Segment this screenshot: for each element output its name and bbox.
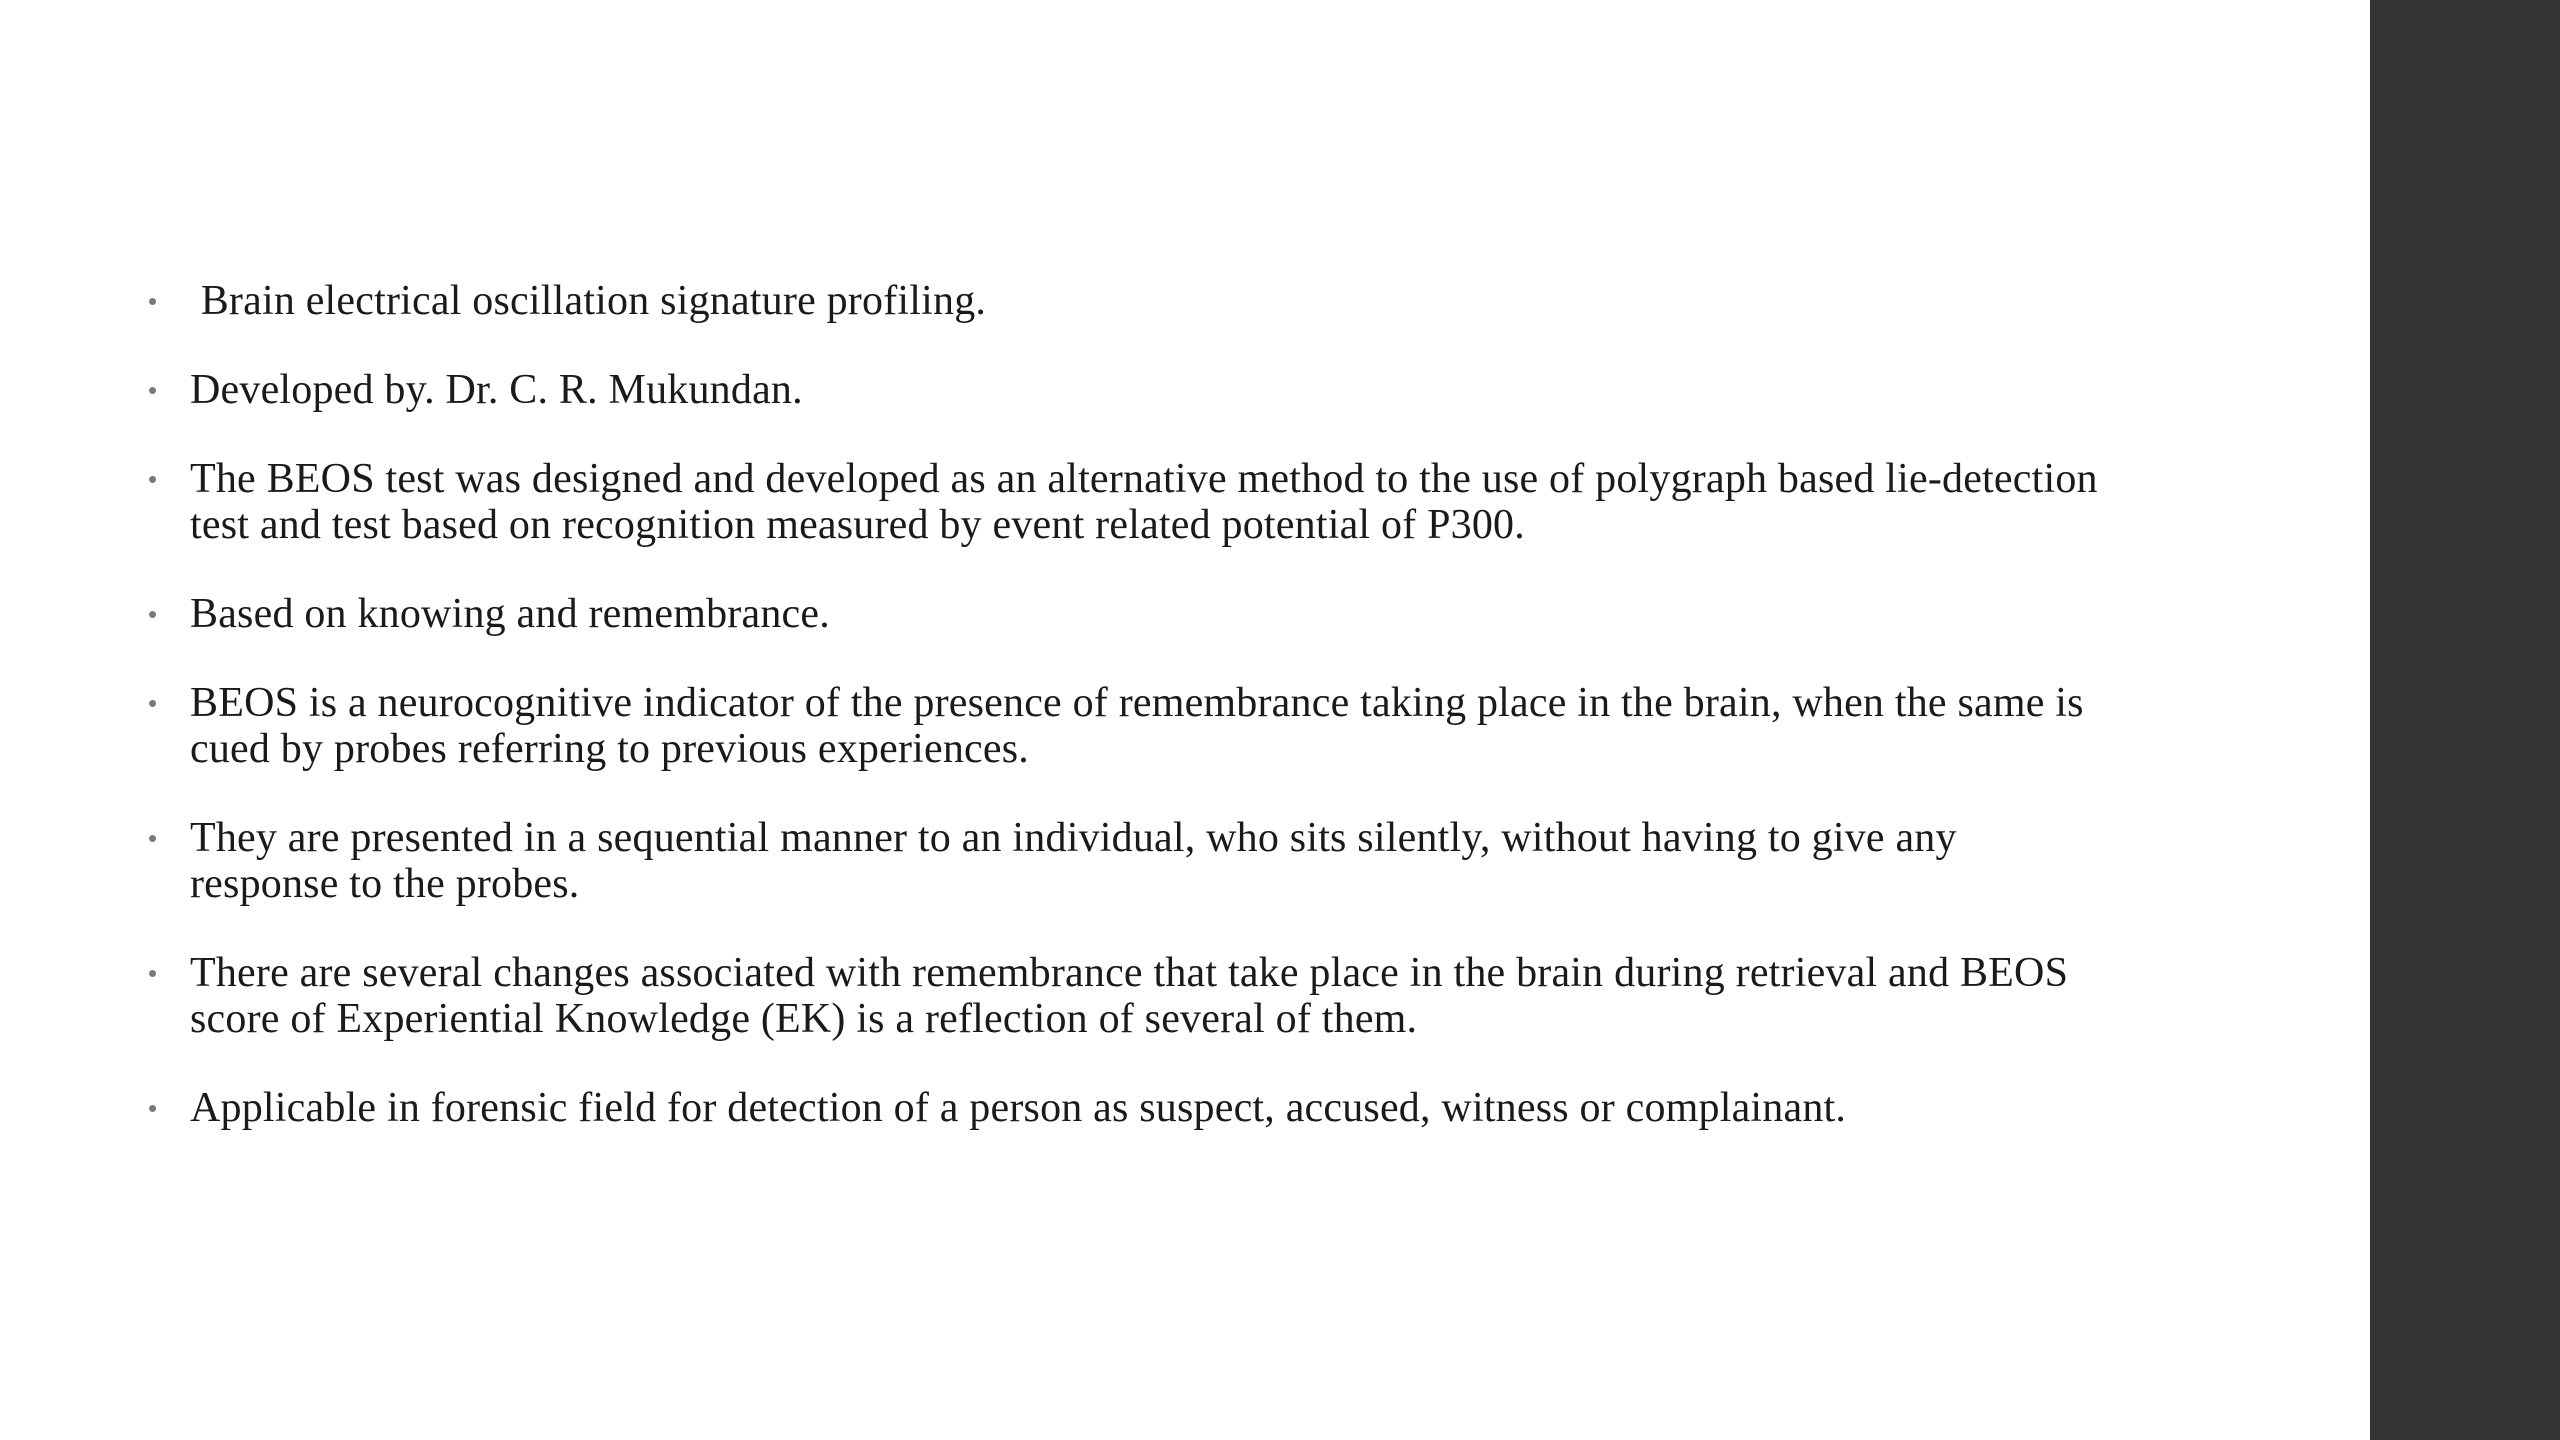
bullet-text: They are presented in a sequential manner to an individual, who sits silently, without having to give any response to the probes.: [190, 815, 1957, 907]
bullet-text: Brain electrical oscillation signature profiling.: [190, 278, 987, 324]
bullet-item: [148, 278, 2098, 324]
bullet-icon: •: [148, 286, 158, 316]
bullet-item: [148, 591, 2098, 637]
bullet-text: There are several changes associated with remembrance that take place in the brain during retrieval and BEOS score of Experiential Knowledge (EK) is a reflection of several of them.: [190, 950, 2069, 1042]
bullet-text: The BEOS test was designed and developed as an alternative method to the use of polygraph based lie-detection test and test based on recognition measured by event related potential of P300.: [190, 456, 2098, 548]
bullet-icon: •: [148, 599, 158, 629]
bullet-icon: •: [148, 375, 158, 405]
bullet-item: [148, 815, 2098, 907]
bullet-icon: •: [148, 823, 158, 853]
bullet-item: [148, 367, 2098, 413]
bullet-item: [148, 680, 2098, 772]
bullet-item: [148, 950, 2098, 1042]
bullet-text: Applicable in forensic field for detection of a person as suspect, accused, witness or complainant.: [190, 1085, 1847, 1131]
bullet-icon: •: [148, 464, 158, 494]
side-panel: [2370, 0, 2560, 1440]
bullet-icon: •: [148, 958, 158, 988]
bullet-icon: •: [148, 1093, 158, 1123]
bullet-item: [148, 1085, 2098, 1131]
bullet-text: Developed by. Dr. C. R. Mukundan.: [190, 367, 803, 413]
bullet-icon: •: [148, 688, 158, 718]
bullet-list: [148, 278, 2098, 1174]
bullet-text: BEOS is a neurocognitive indicator of the presence of remembrance taking place in the brain, when the same is cued by probes referring to previous experiences.: [190, 680, 2084, 772]
bullet-text: Based on knowing and remembrance.: [190, 591, 830, 637]
bullet-item: [148, 456, 2098, 548]
